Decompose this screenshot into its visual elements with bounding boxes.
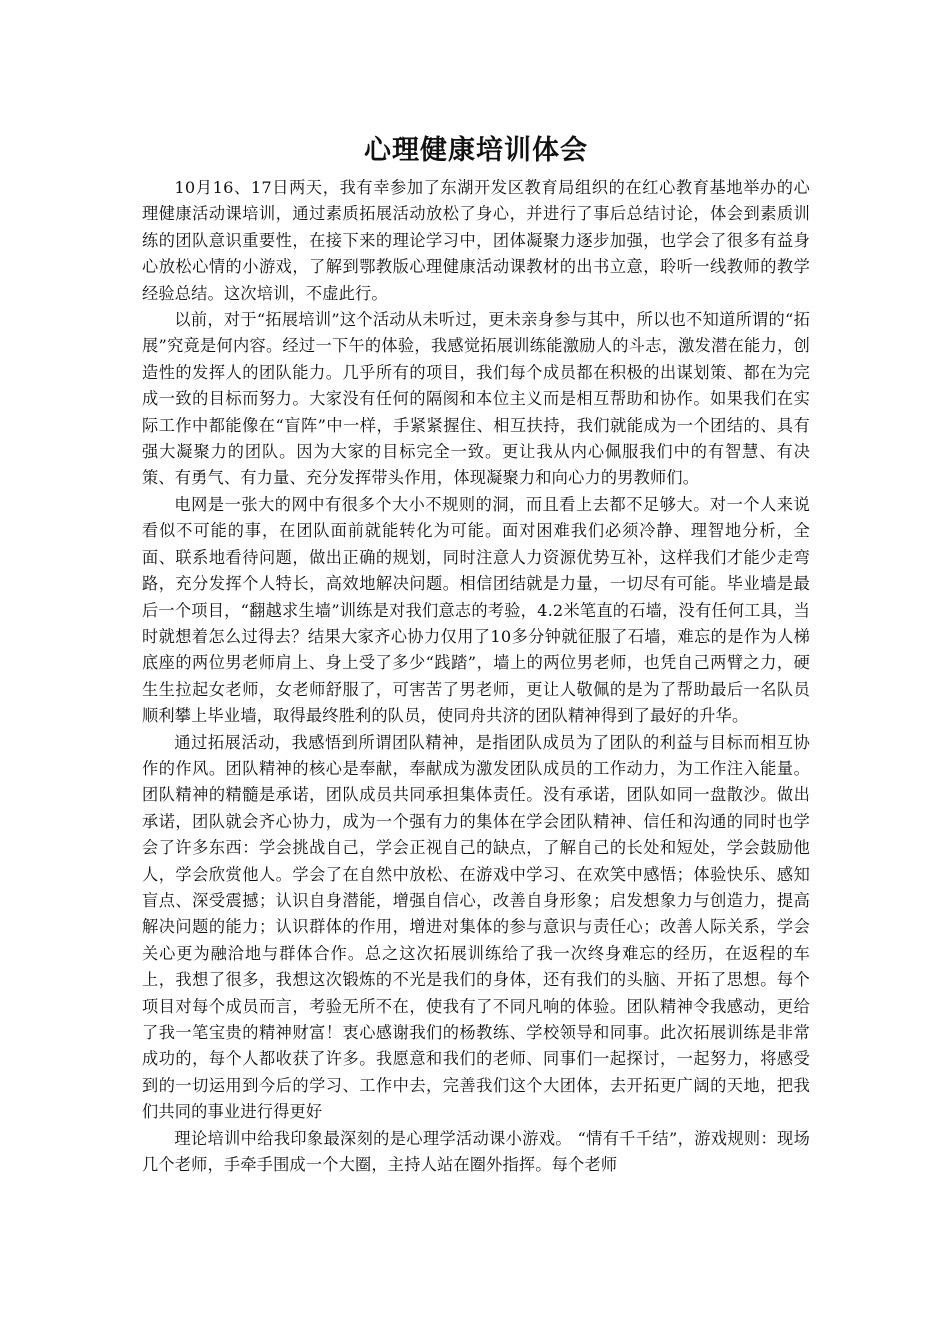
paragraph-3: 电网是一张大的网中有很多个大小不规则的洞，而且看上去都不足够大。对一个人来说看似不可能的事，在团队面前就能转化为可能。面对困难我们必须冷静、理智地分析，全面、联系地看待问题，做出正确的规划，同时注意人力资源优势互补，这样我们才能少走弯路，充分发挥个人特长，高效地解决问题。相信团结就是力量，一切尽有可能。毕业墙是最后一个项目，“翻越求生墙”训练是对我们意志的考验，4.2米笔直的石墙，没有任何工具，当时就想着怎么过得去？结果大家齐心协力仅用了10多分钟就征服了石墙，难忘的是作为人梯底座的两位男老师肩上、身上受了多少“践踏”，墙上的两位男老师，也凭自己两臂之力，硬生生拉起女老师，女老师舒服了，可害苦了男老师，更让人敬佩的是为了帮助最后一名队员顺利攀上毕业墙，取得最终胜利的队员，使同舟共济的团队精神得到了最好的升华。 [142, 494, 810, 726]
document-title: 心理健康培训体会 [364, 135, 588, 166]
paragraph-4: 通过拓展活动，我感悟到所谓团队精神，是指团队成员为了团队的利益与目标而相互协作的作风。团队精神的核心是奉献，奉献成为激发团队成员的工作动力，为工作注入能量。团队精神的精髓是承诺，团队成员共同承担集体责任。没有承诺，团队如同一盘散沙。做出承诺，团队就会齐心协力，成为一个强有力的集体在学会团队精神、信任和沟通的同时也学会了许多东西：学会挑战自己，学会正视自己的缺点，了解自己的长处和短处，学会鼓励他人，学会欣赏他人。学会了在自然中放松、在游戏中学习、在欢笑中感悟；体验快乐、感知盲点、深受震撼；认识自身潜能，增强自信心，改善自身形象；启发想象力与创造力，提高解决问题的能力；认识群体的作用，增进对集体的参与意识与责任心；改善人际关系，学会关心更为融洽地与群体合作。总之这次拓展训练给了我一次终身难忘的经历，在返程的车上，我想了很多，我想这次锻炼的不光是我们的身体，还有我们的头脑、开拓了思想。每个项目对每个成员而言，考验无所不在，使我有了不同凡响的体验。团队精神令我感动，更给了我一笔宝贵的精神财富！衷心感谢我们的杨教练、学校领导和同事。此次拓展训练是非常成功的，每个人都收获了许多。我愿意和我们的老师、同事们一起探讨，一起努力，将感受到的一切运用到今后的学习、工作中去，完善我们这个大团体，去开拓更广阔的天地，把我们共同的事业进行得更好 [142, 732, 810, 1122]
paragraph-1: 10月16、17日两天，我有幸参加了东湖开发区教育局组织的在红心教育基地举办的心理健康活动课培训，通过素质拓展活动放松了身心，并进行了事后总结讨论，体会到素质训练的团队意识重要性，在接下来的理论学习中，团体凝聚力逐步加强，也学会了很多有益身心放松心情的小游戏，了解到鄂教版心理健康活动课教材的出书立意，聆听一线教师的教学经验总结。这次培训，不虚此行。 [142, 178, 810, 303]
paragraph-2: 以前，对于“拓展培训”这个活动从未听过，更未亲身参与其中，所以也不知道所谓的“拓展”究竟是何内容。经过一下午的体验，我感觉拓展训练能激励人的斗志，激发潜在能力，创造性的发挥人的团队能力。几乎所有的项目，我们每个成员都在积极的出谋划策、都在为完成一致的目标而努力。大家没有任何的隔阂和本位主义而是相互帮助和协作。如果我们在实际工作中都能像在“盲阵”中一样，手紧紧握住、相互扶持，我们就能成为一个团结的、具有强大凝聚力的团队。因为大家的目标完全一致。更让我从内心佩服我们中的有智慧、有决策、有勇气、有力量、充分发挥带头作用，体现凝聚力和向心力的男教师们。 [142, 310, 810, 488]
paragraph-5: 理论培训中给我印象最深刻的是心理学活动课小游戏。 “情有千千结”，游戏规则：现场几个老师，手牵手围成一个大圈，主持人站在圈外指挥。每个老师 [142, 1128, 810, 1175]
